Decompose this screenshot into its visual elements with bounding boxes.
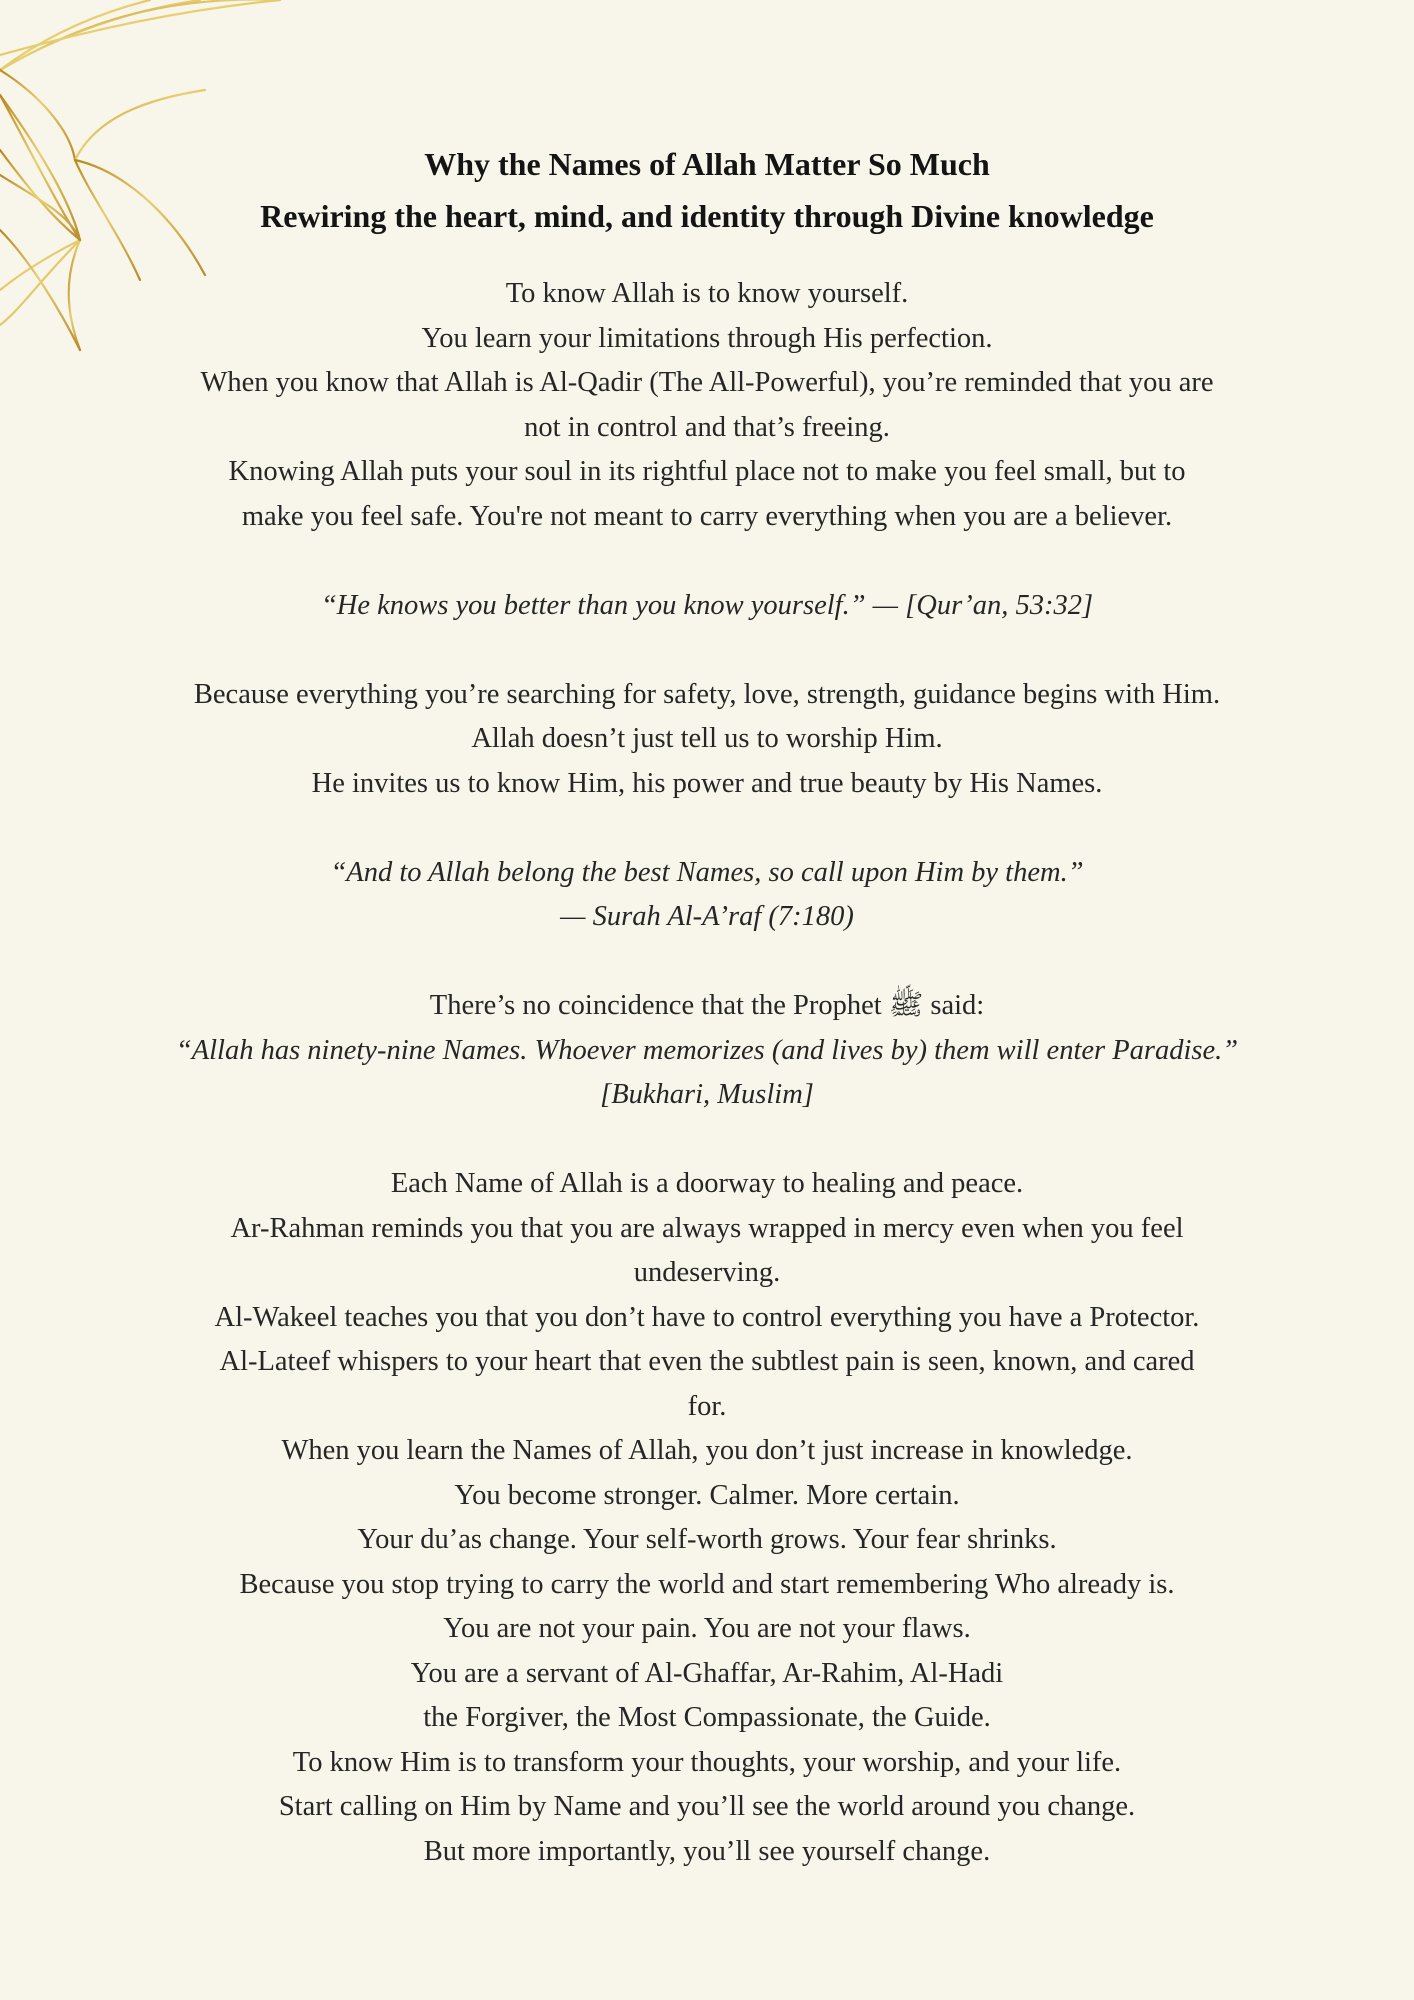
text-line: You become stronger. Calmer. More certain. bbox=[454, 1479, 960, 1511]
text-line: You learn your limitations through His perfection. bbox=[421, 322, 993, 354]
text-line: the Forgiver, the Most Compassionate, the Guide. bbox=[423, 1702, 991, 1733]
surah-citation: — Surah Al-A’raf (7:180) bbox=[560, 901, 854, 932]
text-line: Al-Wakeel teaches you that you don’t have to control everything you have a Protector. bbox=[214, 1301, 1200, 1333]
text-line: You are a servant of Al-Ghaffar, Ar-Rahim, Al-Hadi bbox=[410, 1657, 1004, 1689]
page-title bbox=[130, 138, 1284, 242]
text-line: Al-Lateef whispers to your heart that even the subtlest pain is seen, known, and cared bbox=[219, 1346, 1195, 1377]
text-line: not in control and that’s freeing. bbox=[524, 411, 890, 443]
text-line: Start calling on Him by Name and you’ll see the world around you change. bbox=[278, 1791, 1136, 1822]
text-line: When you learn the Names of Allah, you don’t just increase in knowledge. bbox=[281, 1435, 1133, 1466]
intro-paragraph bbox=[130, 272, 1284, 1874]
text-line: To know Him is to transform your thoughts, your worship, and your life. bbox=[292, 1746, 1122, 1778]
ornament-petal bbox=[0, 150, 80, 240]
text-line: Ar-Rahman reminds you that you are always wrapped in mercy even when you feel bbox=[230, 1212, 1184, 1244]
text-line: When you know that Allah is Al-Qadir (The All-Powerful), you’re reminded that you are bbox=[200, 367, 1214, 398]
text-line: Each Name of Allah is a doorway to healing and peace. bbox=[390, 1168, 1024, 1199]
document-body bbox=[130, 138, 1284, 1874]
text-line: for. bbox=[687, 1390, 727, 1422]
text-line: Because everything you’re searching for safety, love, strength, guidance begins with Him. bbox=[193, 678, 1221, 710]
text-line: You are not your pain. You are not your flaws. bbox=[443, 1613, 971, 1644]
text-line: Your du’as change. Your self-worth grows. Your fear shrinks. bbox=[357, 1524, 1057, 1555]
text-line: Because you stop trying to carry the world and start remembering Who already is. bbox=[239, 1568, 1175, 1600]
quran-quote: “He knows you better than you know yourself.” — [Qur’an, 53:32] bbox=[320, 589, 1094, 621]
surah-quote: “And to Allah belong the best Names, so call upon Him by them.” bbox=[330, 856, 1084, 888]
ornament-petal bbox=[0, 0, 280, 70]
hadith-quote: “Allah has ninety-nine Names. Whoever memorizes (and lives by) them will enter Paradise.” bbox=[175, 1034, 1239, 1066]
subtitle-line: Rewiring the heart, mind, and identity through Divine knowledge bbox=[260, 198, 1154, 234]
hadith-source: [Bukhari, Muslim] bbox=[600, 1079, 814, 1110]
text-line: He invites us to know Him, his power and true beauty by His Names. bbox=[311, 767, 1103, 799]
text-line: make you feel safe. You're not meant to carry everything when you are a believer. bbox=[241, 500, 1173, 532]
title-line: Why the Names of Allah Matter So Much bbox=[424, 146, 990, 182]
text-line: But more importantly, you’ll see yourself change. bbox=[423, 1835, 991, 1867]
text-line: Knowing Allah puts your soul in its rightful place not to make you feel small, but to bbox=[228, 456, 1186, 487]
ornament-petal bbox=[0, 0, 200, 70]
text-line: undeserving. bbox=[633, 1257, 781, 1288]
text-line: To know Allah is to know yourself. bbox=[505, 278, 909, 309]
prophet-intro: There’s no coincidence that the Prophet ﷺ said: bbox=[429, 990, 985, 1021]
text-line: Allah doesn’t just tell us to worship Him. bbox=[471, 723, 943, 754]
